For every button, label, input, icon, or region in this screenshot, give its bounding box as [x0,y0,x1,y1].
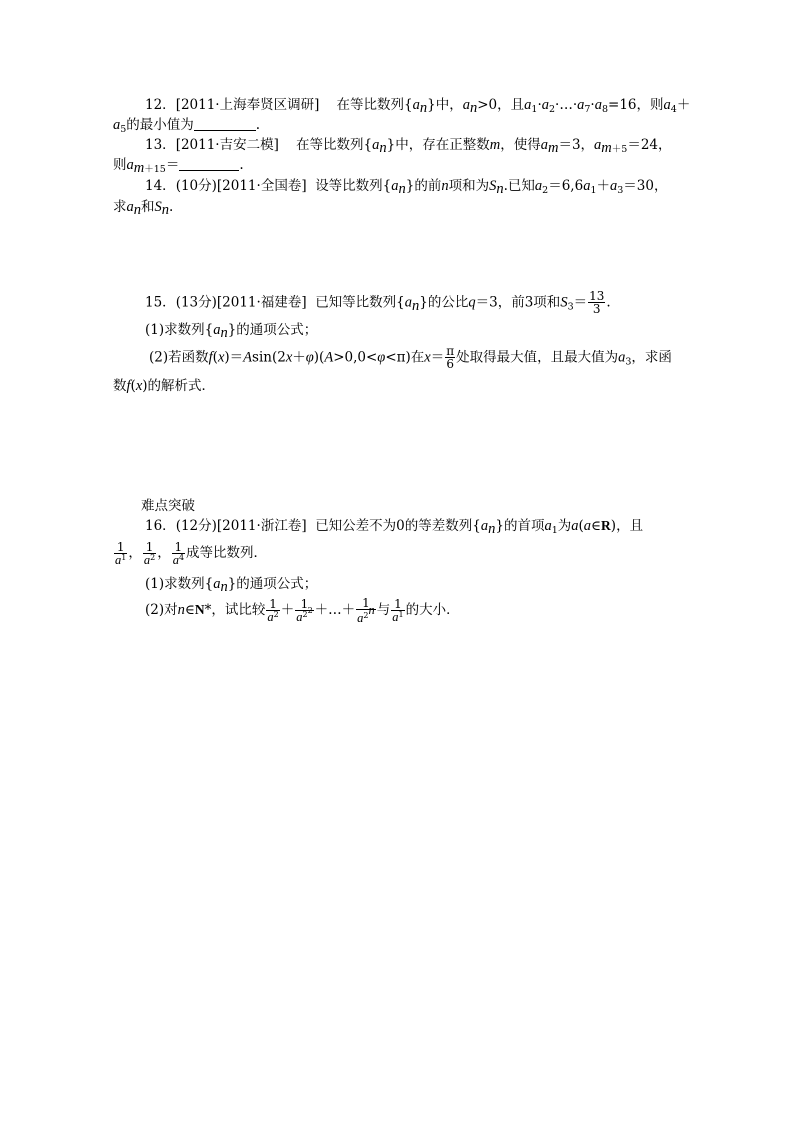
fraction-1-over-a-2: $\frac{1}{a^2}$ [267,596,279,624]
q16-part-2: (2)对n∈N*，试比较 $\frac{1}{a^2}$ ＋ $\frac{1}{a^{2^2}}$ ＋…＋ $\frac{1}{a^{2^n}}$ 与 $\frac{1}{a^1}$ 的大小． [145,595,460,625]
q15-part-2-line-2: 数f(x)的解析式． [113,378,216,394]
q13-line-2: 则$a_{m+15}=$ . [113,157,244,176]
q13-number: 13． [145,137,176,153]
q16-text: 成等比数列． [186,545,268,561]
q15-text: ＝ [430,349,445,366]
q16-text: ∈ [591,518,602,534]
q14-text: 和 [141,199,155,215]
q12-line-1: 12．[2011·上海奉贤区调研] 在等比数列$\{a_n\}$中，$a_n>0$，且$a_1\cdot a_2\cdot\dots\cdot a_7\cdot a_8=16$，则$a_4+$ [145,97,691,116]
q12-answer-blank[interactable] [194,117,256,131]
q15-text: >0,0< [333,349,378,366]
q13-text: }中，存在正整数 [386,137,490,153]
q14-text: 已知 [507,178,535,194]
q16-line-1: 16．(12分)[2011·浙江卷] 已知公差不为0的等差数列$\{a_n\}$的首项$a_1$为a(a∈R)，且 [145,518,644,537]
q16-text: ＋…＋ [314,602,356,618]
q15-score: (13分)[2011·福建卷] [175,294,307,311]
q16-number: 16． [145,518,176,534]
s3-fraction: $\frac{13}{3}$ [589,289,605,316]
section-heading: 难点突破 [141,498,195,514]
fraction-1-over-a-1: $\frac{1}{a^1}$ [392,596,404,624]
q15-text: 已知等比数列{ [315,294,405,311]
q14-text: ＝6,6 [548,178,584,194]
q15-text: ，求函 [631,349,672,366]
fraction-1-over-a1: $\frac{1}{a^1}$ [115,539,127,567]
q12-text: 的最小值为 [126,117,194,133]
q12-text: 在等比数列{ [336,97,413,113]
q13-line-1: 13．[2011·吉安二模] 在等比数列$\{a_n\}$中，存在正整数m，使得$a_m=3$，$a_{m+5}=24$， [145,137,672,156]
fraction-1-over-a-2-n: $\frac{1}{a^{2^n}}$ [357,595,375,625]
q15-text: (2)若函数 [149,349,209,366]
fraction-1-over-a4: $\frac{1}{a^4}$ [172,539,185,567]
q14-text: 项和为 [448,178,490,194]
q16-text: }的首项 [495,518,545,534]
q12-source: [2011·上海奉贤区调研] [175,97,320,113]
q16-line-2: $\frac{1}{a^1}$ ， $\frac{1}{a^2}$ ， $\frac{1}{a^4}$ 成等比数列． [115,539,268,567]
q16-text: (2)对 [145,602,178,618]
q15-text: ＋ [292,349,306,366]
q15-text: ＝ [573,294,588,311]
q12-line-2: $a_5$的最小值为 . [113,117,261,135]
q15-text: sin(2 [252,349,286,366]
q13-text: ，使得 [500,137,541,153]
q16-text: ∈ [184,602,195,618]
q15-text: )( [313,349,325,366]
q15-text: ＝ [229,349,244,366]
q16-text: )，且 [610,518,644,534]
q15-text: 的解析式． [147,378,216,394]
natural-set-symbol: N [194,602,205,617]
q16-text: 的大小． [405,602,460,618]
q16-part-1: (1)求数列$\{a_n\}$的通项公式； [145,576,318,595]
pi-over-6-fraction: $\frac{\pi}{6}$ [446,344,455,371]
q14-number: 14． [145,178,176,194]
q12-text: >0，且 [477,97,525,113]
q13-text: ＝3， [558,137,595,153]
q15-text: }的通项公式； [227,322,318,338]
q15-text: (1)求数列{ [145,322,214,338]
q13-text: ＝ [165,157,180,173]
q14-score: (10分)[2011·全国卷] [175,178,307,194]
fraction-1-over-a2: $\frac{1}{a^2}$ [143,539,156,567]
q13-text: ＝24， [627,137,672,153]
real-set-symbol: R [601,518,611,533]
q14-text: }的前 [405,178,442,194]
q16-text: 已知公差不为0的等差数列{ [315,518,481,534]
q15-line-1: 15．(13分)[2011·福建卷] 已知等比数列$\{a_n\}$的公比q＝3，前3项和$S_3=$ $\frac{13}{3}$ . [145,289,611,316]
q15-text: }的公比 [419,294,469,311]
q15-number: 15． [145,294,176,311]
q15-text: <π)在 [385,349,425,366]
q16-score: (12分)[2011·浙江卷] [175,518,307,534]
q14-line-2: 求$a_n$和$S_n$. [113,199,174,218]
q15-part-1: (1)求数列$\{a_n\}$的通项公式； [145,322,318,341]
q16-text: ＋ [280,602,295,618]
q14-line-1: 14．(10分)[2011·全国卷] 设等比数列$\{a_n\}$的前n项和为$S_n$.已知$a_2=6,6a_1+a_3=30$， [145,178,668,197]
q16-text: }的通项公式； [227,576,318,592]
q16-text: 为 [557,518,572,534]
q15-text: ＝3，前3项和 [475,294,561,311]
q12-text: ＋ [676,97,691,113]
q13-text: 则 [113,157,127,173]
q15-part-2-line-1: (2)若函数f(x)＝Asin(2x＋φ)(A>0,0<φ<π)在x＝ $\frac{\pi}{6}$ 处取得最大值，且最大值为$a_3$，求函 [149,344,672,371]
q16-text: *，试比较 [204,602,266,618]
q14-text: 求 [113,199,127,215]
fraction-1-over-a-2-2: $\frac{1}{a^{2^2}}$ [296,596,313,624]
q12-number: 12． [145,97,176,113]
q13-text: 在等比数列{ [296,137,373,153]
q12-text: }中， [427,97,463,113]
q16-text: 与 [376,602,391,618]
q14-text: 设等比数列{ [315,178,392,194]
q15-text: 数 [113,378,127,394]
q13-source: [2011·吉安二模] [175,137,279,153]
q14-text: ＝30， [623,178,668,194]
q15-text: 处取得最大值，且最大值为 [456,349,619,366]
q12-text: =16，则 [608,97,664,113]
q13-answer-blank[interactable] [179,157,239,171]
q16-text: ( [578,518,584,534]
q16-text: (1)求数列{ [145,576,214,592]
